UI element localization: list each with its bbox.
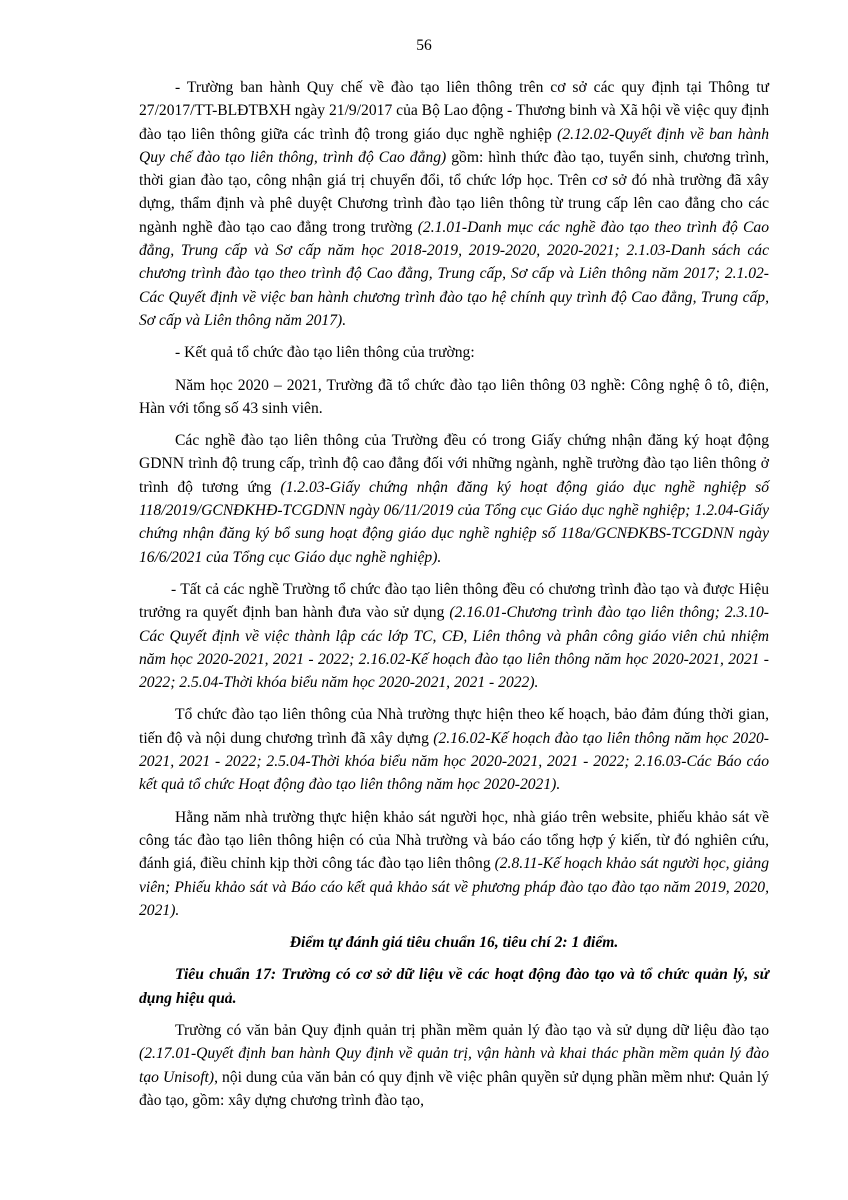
paragraph-7: Hằng năm nhà trường thực hiện khảo sát người học, nhà giáo trên website, phiếu khảo sát về công tác đào tạo liên thông hiện có của Nhà trường và báo cáo tổng hợp ý kiến, từ đó nghiên cứu, đánh giá, điều chỉnh kịp thời công tác đào tạo liên thông (2.8.11-Kế hoạch khảo sát người học, giảng viên; Phiếu khảo sát và Báo cáo kết quả khảo sát về phương pháp đào tạo đào tạo năm 2019, 2020, 2021).: [139, 808, 770, 919]
score-line: Điểm tự đánh giá tiêu chuẩn 16, tiêu chí 2: 1 điểm.: [289, 934, 619, 952]
evidence-ref: (2.16.01-Chương trình đào tạo liên thông; 2.3.10-Các Quyết định về việc thành lập các lớp TC, CĐ, Liên thông và phân công giáo viên chủ nhiệm năm học 2020-2021, 2021 - 2022; 2.16.02-Kế hoạch đào tạo liên thông năm học 2020-2021, 2021 - 2022; 2.5.04-Thời khóa biểu năm học 2020-2021, 2021 - 2022).: [139, 604, 769, 692]
paragraph-3: Năm học 2020 – 2021, Trường đã tổ chức đào tạo liên thông 03 nghề: Công nghệ ô tô, điện, Hàn với tổng số 43 sinh viên.: [139, 376, 769, 417]
evidence-ref: (2.1.01-Danh mục các nghề đào tạo theo trình độ Cao đẳng, Trung cấp và Sơ cấp năm học 2018-2019, 2019-2020, 2020-2021; 2.1.03-Danh sách các chương trình đào tạo theo trình độ Cao đẳng, Trung cấp, Sơ cấp và Liên thông năm 2017; 2.1.02-Các Quyết định về việc ban hành chương trình đào tạo hệ chính quy trình độ Cao đẳng, Trung cấp, Sơ cấp và Liên thông năm 2017).: [139, 218, 770, 329]
paragraph-8: Trường có văn bản Quy định quản trị phần mềm quản lý đào tạo và sử dụng dữ liệu đào tạo (2.17.01-Quyết định ban hành Quy định về quản trị, vận hành và khai thác phần mềm quản lý đào tạo Unisoft), nội dung của văn bản có quy định về việc phân quyền sử dụng phần mềm như: Quản lý đào tạo, gồm: xây dựng chương trình đào tạo,: [139, 1021, 769, 1109]
document-body: [139, 76, 769, 1121]
paragraph-1: - Trường ban hành Quy chế về đào tạo liên thông trên cơ sở các quy định tại Thông tư 27/2017/TT-BLĐTBXH ngày 21/9/2017 của Bộ Lao động - Thương binh và Xã hội về việc quy định đào tạo liên thông giữa các trình độ trong giáo dục nghề nghiệp (2.12.02-Quyết định về ban hành Quy chế đào tạo liên thông, trình độ Cao đẳng) gồm: hình thức đào tạo, tuyển sinh, chương trình, thời gian đào tạo, công nhận giá trị chuyển đổi, tổ chức lớp học. Trên cơ sở đó nhà trường đã xây dựng, thẩm định và phê duyệt Chương trình đào tạo liên thông từ trung cấp lên cao đẳng cho các ngành nghề đào tạo cao đẳng trong trường (2.1.01-Danh mục các nghề đào tạo theo trình độ Cao đẳng, Trung cấp và Sơ cấp năm học 2018-2019, 2019-2020, 2020-2021; 2.1.03-Danh sách các chương trình đào tạo theo trình độ Cao đẳng, Trung cấp, Sơ cấp và Liên thông năm 2017; 2.1.02-Các Quyết định về việc ban hành chương trình đào tạo hệ chính quy trình độ Cao đẳng, Trung cấp, Sơ cấp và Liên thông năm 2017).: [139, 79, 770, 329]
paragraph-6: Tổ chức đào tạo liên thông của Nhà trường thực hiện theo kế hoạch, bảo đảm đúng thời gian, tiến độ và nội dung chương trình đã xây dựng (2.16.02-Kế hoạch đào tạo liên thông năm học 2020-2021, 2021 - 2022; 2.5.04-Thời khóa biểu năm học 2020-2021, 2021 - 2022; 2.16.03-Các Báo cáo kết quả tổ chức Hoạt động đào tạo liên thông năm học 2020-2021).: [139, 706, 769, 794]
paragraph-5: - Tất cả các nghề Trường tổ chức đào tạo liên thông đều có chương trình đào tạo và được Hiệu trưởng ra quyết định ban hành đưa vào sử dụng (2.16.01-Chương trình đào tạo liên thông; 2.3.10-Các Quyết định về việc thành lập các lớp TC, CĐ, Liên thông và phân công giáo viên chủ nhiệm năm học 2020-2021, 2021 - 2022; 2.16.02-Kế hoạch đào tạo liên thông năm học 2020-2021, 2021 - 2022; 2.5.04-Thời khóa biểu năm học 2020-2021, 2021 - 2022).: [139, 580, 769, 692]
evidence-ref: (2.12.02-Quyết định về ban hành Quy chế đào tạo liên thông, trình độ Cao đẳng): [139, 125, 769, 166]
evidence-ref: (2.8.11-Kế hoạch khảo sát người học, giảng viên; Phiếu khảo sát và Báo cáo kết quả khảo sát về phương pháp đào tạo đào tạo năm 2019, 2020, 2021).: [139, 855, 770, 919]
page-number: 56: [416, 37, 432, 54]
paragraph-4: Các nghề đào tạo liên thông của Trường đều có trong Giấy chứng nhận đăng ký hoạt động GDNN trình độ trung cấp, trình độ cao đẳng đối với những ngành, nghề trường đào tạo liên thông ở trình độ tương ứng (1.2.03-Giấy chứng nhận đăng ký hoạt động giáo dục nghề nghiệp số 118/2019/GCNĐKHĐ-TCGDNN ngày 06/11/2019 của Tổng cục Giáo dục nghề nghiệp; 1.2.04-Giấy chứng nhận đăng ký bổ sung hoạt động giáo dục nghề nghiệp số 118a/GCNĐKBS-TCGDNN ngày 16/6/2021 của Tổng cục Giáo dục nghề nghiệp).: [139, 432, 770, 566]
paragraph-2: - Kết quả tổ chức đào tạo liên thông của trường:: [175, 344, 475, 362]
evidence-ref: (2.17.01-Quyết định ban hành Quy định về quản trị, vận hành và khai thác phần mềm quản lý đào tạo Unisoft): [139, 1045, 769, 1086]
evidence-ref: (1.2.03-Giấy chứng nhận đăng ký hoạt động giáo dục nghề nghiệp số 118/2019/GCNĐKHĐ-TCGDNN ngày 06/11/2019 của Tổng cục Giáo dục nghề nghiệp; 1.2.04-Giấy chứng nhận đăng ký bổ sung hoạt động giáo dục nghề nghiệp số 118a/GCNĐKBS-TCGDNN ngày 16/6/2021 của Tổng cục Giáo dục nghề nghiệp).: [139, 478, 770, 566]
evidence-ref: (2.16.02-Kế hoạch đào tạo liên thông năm học 2020-2021, 2021 - 2022; 2.5.04-Thời khóa biểu năm học 2020-2021, 2021 - 2022; 2.16.03-Các Báo cáo kết quả tổ chức Hoạt động đào tạo liên thông năm học 2020-2021).: [139, 729, 769, 794]
criterion-heading: Tiêu chuẩn 17: Trường có cơ sở dữ liệu về các hoạt động đào tạo và tổ chức quản lý, sử dụng hiệu quả.: [139, 966, 769, 1007]
